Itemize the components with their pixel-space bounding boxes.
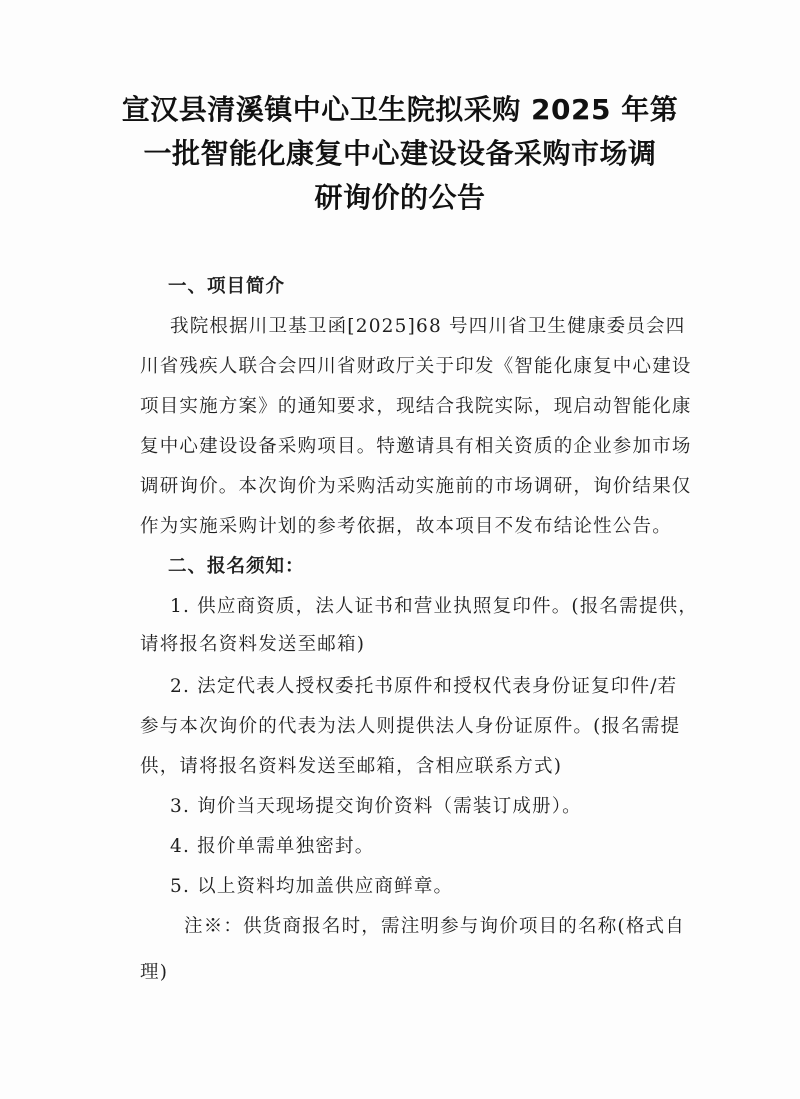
paragraph-line: 我院根据川卫基卫函[2025]68 号四川省卫生健康委员会四 — [170, 316, 686, 337]
list-item-2-line-2: 参与本次询价的代表为法人则提供法人身份证原件。(报名需提 — [140, 716, 681, 737]
title-line-1: 宣汉县清溪镇中心卫生院拟采购 2025 年第 — [121, 93, 679, 126]
title-line-2: 一批智能化康复中心建设设备采购市场调 — [143, 137, 657, 170]
note-line-2: 理) — [140, 962, 169, 983]
paragraph-line: 复中心建设设备采购项目。特邀请具有相关资质的企业参加市场 — [140, 436, 692, 457]
list-item-1-line-1: 1. 供应商资质，法人证书和营业执照复印件。(报名需提供， — [170, 596, 699, 617]
paragraph-line: 项目实施方案》的通知要求，现结合我院实际，现启动智能化康 — [140, 396, 692, 417]
section-heading-registration: 二、报名须知： — [168, 556, 305, 577]
paragraph-line: 川省残疾人联合会四川省财政厅关于印发《智能化康复中心建设 — [140, 356, 692, 377]
paragraph-line: 作为实施采购计划的参考依据，故本项目不发布结论性公告。 — [140, 516, 672, 537]
list-item-2-line-3: 供，请将报名资料发送至邮箱，含相应联系方式) — [140, 756, 563, 777]
section-heading-project-intro: 一、项目简介 — [168, 276, 286, 297]
paragraph-line: 调研询价。本次询价为采购活动实施前的市场调研，询价结果仅 — [140, 476, 692, 497]
list-item-5: 5. 以上资料均加盖供应商鲜章。 — [170, 876, 454, 897]
title-line-3: 研询价的公告 — [314, 181, 486, 214]
list-item-2-line-1: 2. 法定代表人授权委托书原件和授权代表身份证复印件/若 — [170, 676, 678, 697]
note-line-1: 注※：供货商报名时，需注明参与询价项目的名称(格式自 — [184, 916, 685, 937]
list-item-3: 3. 询价当天现场提交询价资料（需装订成册）。 — [170, 796, 582, 817]
list-item-1-line-2: 请将报名资料发送至邮箱) — [140, 634, 366, 655]
document-title — [100, 88, 700, 220]
list-item-4: 4. 报价单需单独密封。 — [170, 836, 375, 857]
